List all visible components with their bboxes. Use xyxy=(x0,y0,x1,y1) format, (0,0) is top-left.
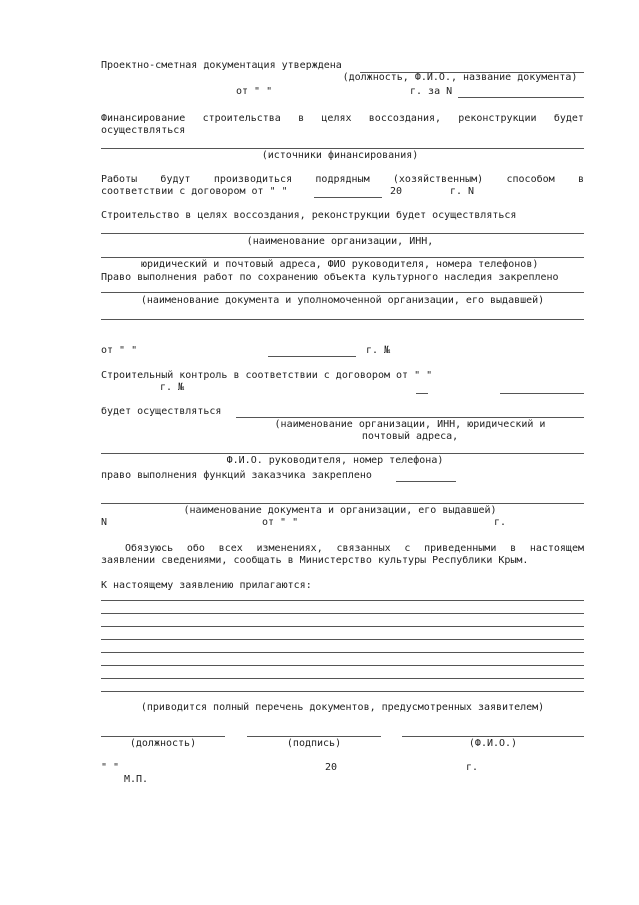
works-year: 20 xyxy=(390,186,403,197)
signature-sign-line xyxy=(247,736,381,737)
works-contract-label: соответствии с договором от " " xyxy=(101,186,288,197)
control-number-label: г. № xyxy=(160,382,185,393)
approval-number-line xyxy=(458,97,584,98)
customer-line-short xyxy=(396,481,456,482)
obligation-line-2: заявлении сведениями, сообщать в Министерство культуры Республики Крым. xyxy=(101,555,529,566)
customer-n-label: N xyxy=(101,517,108,528)
signature-sign-caption: (подпись) xyxy=(286,738,342,749)
control-caption-2: почтовый адреса, xyxy=(361,431,459,442)
customer-date: от " " xyxy=(262,517,299,528)
preservation-line-1 xyxy=(101,292,584,293)
stamp-label: М.П. xyxy=(124,774,149,785)
attachment-line-2 xyxy=(101,613,584,614)
customer-text: право выполнения функций заказчика закреплено xyxy=(101,470,372,481)
attachment-line-3 xyxy=(101,626,584,627)
approval-caption: (должность, Ф.И.О., название документа) xyxy=(342,72,578,83)
control-caption-3: Ф.И.О. руководителя, номер телефона) xyxy=(226,455,444,466)
works-line: Работы будут производиться подрядным (хозяйственным) способом в xyxy=(101,174,584,185)
preservation-text: Право выполнения работ по сохранению объекта культурного наследия закреплено xyxy=(101,272,559,283)
preservation-date-line xyxy=(268,356,356,357)
control-number-line xyxy=(500,393,584,394)
works-contract-line xyxy=(314,197,382,198)
works-number-label: г. N xyxy=(450,186,475,197)
attachment-line-5 xyxy=(101,652,584,653)
obligation-line: Обязуюсь обо всех изменениях, связанных с приведенными в настоящем xyxy=(125,543,584,554)
preservation-number-label: г. № xyxy=(366,345,391,356)
approval-number-label: г. за N xyxy=(410,86,453,97)
signature-position-caption: (должность) xyxy=(129,738,197,749)
signature-fio-line xyxy=(402,736,584,737)
financing-line-2: осуществляться xyxy=(101,125,186,136)
signature-g-label: г. xyxy=(466,762,479,773)
control-by-label: будет осуществляться xyxy=(101,406,222,417)
attachments-caption: (приводится полный перечень документов, предусмотренных заявителем) xyxy=(140,702,545,713)
attachment-line-8 xyxy=(101,691,584,692)
signature-fio-caption: (Ф.И.О.) xyxy=(468,738,518,749)
approval-date: от " " xyxy=(236,86,273,97)
construction-line-1 xyxy=(101,233,584,234)
construction-line-2 xyxy=(101,257,584,258)
customer-g-label: г. xyxy=(494,517,507,528)
control-by-line xyxy=(236,417,584,418)
construction-caption-1: (наименование организации, ИНН, xyxy=(246,236,434,247)
attachment-line-7 xyxy=(101,678,584,679)
attachment-line-1 xyxy=(101,600,584,601)
preservation-caption: (наименование документа и уполномоченной организации, его выдавшей) xyxy=(140,295,545,306)
construction-text: Строительство в целях воссоздания, реконструкции будет осуществляться xyxy=(101,210,517,221)
signature-date-quotes: " " xyxy=(101,762,120,773)
attachment-line-4 xyxy=(101,639,584,640)
financing-fill-line xyxy=(101,148,584,149)
signature-year: 20 xyxy=(325,762,338,773)
customer-caption: (наименование документа и организации, его выдавшей) xyxy=(183,505,497,516)
approval-label: Проектно-сметная документация утверждена xyxy=(101,60,342,71)
financing-caption: (источники финансирования) xyxy=(261,150,419,161)
control-short-line xyxy=(416,393,428,394)
attachments-label: К настоящему заявлению прилагаются: xyxy=(101,580,312,591)
control-caption-1: (наименование организации, ИНН, юридический и xyxy=(274,419,546,430)
control-text: Строительный контроль в соответствии с договором от " " xyxy=(101,370,433,381)
control-line-2 xyxy=(101,453,584,454)
signature-position-line xyxy=(101,736,225,737)
customer-line xyxy=(101,503,584,504)
preservation-date: от " " xyxy=(101,345,138,356)
preservation-line-2 xyxy=(101,319,584,320)
financing-line: Финансирование строительства в целях воссоздания, реконструкции будет xyxy=(101,113,584,124)
construction-caption-2: юридический и почтовый адреса, ФИО руководителя, номера телефонов) xyxy=(141,259,539,270)
attachment-line-6 xyxy=(101,665,584,666)
